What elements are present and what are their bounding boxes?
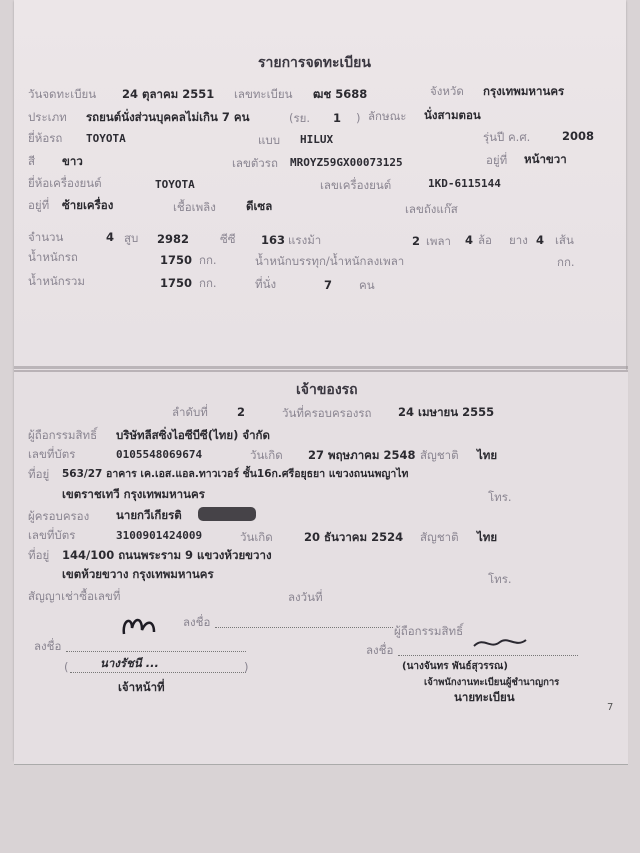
year-label: รุ่นปี ค.ศ. xyxy=(483,130,531,144)
brand-label: ยี่ห้อรถ xyxy=(28,131,63,145)
cyl-unit: สูบ xyxy=(124,231,139,245)
engine-loc: ซ้ายเครื่อง xyxy=(62,198,114,212)
owner-sign-caption: ผู้ถือกรรมสิทธิ์ xyxy=(394,624,464,638)
officer-paren-open: ( xyxy=(64,660,69,674)
brand: TOYOTA xyxy=(86,132,126,145)
owner-dob: 27 พฤษภาคม 2548 xyxy=(308,448,416,462)
color-label: สี xyxy=(28,154,36,168)
cc-unit: ซีซี xyxy=(220,232,236,246)
date-label: วันจดทะเบียน xyxy=(28,87,97,101)
possess-date: 24 เมษายน 2555 xyxy=(398,405,495,419)
weight-label: น้ำหนักรถ xyxy=(28,250,78,264)
vehicle-type: รถยนต์นั่งส่วนบุคคลไม่เกิน 7 คน xyxy=(86,110,250,124)
registrar-handwritten-signature xyxy=(470,632,530,654)
wheels: 4 xyxy=(465,233,474,247)
vin-loc: หน้าขวา xyxy=(524,152,567,166)
body-label: ลักษณะ xyxy=(368,109,407,123)
nat-label: สัญชาติ xyxy=(420,448,459,462)
vin-loc-label: อยู่ที่ xyxy=(486,153,508,167)
reg-no-label: เลขทะเบียน xyxy=(234,87,293,101)
holder-id-label: เลขที่บัตร xyxy=(28,528,76,542)
cc: 2982 xyxy=(157,232,190,246)
province: กรุงเทพมหานคร xyxy=(483,84,565,98)
registration-title: รายการจดทะเบียน xyxy=(258,55,371,71)
page-mark: 7 xyxy=(607,702,614,713)
holder-id: 3100901424009 xyxy=(116,529,203,542)
owner-id: 0105548069674 xyxy=(116,448,203,461)
reg-no: ฒช 5688 xyxy=(313,87,368,101)
holder-address-line1: 144/100 ถนนพระราม 9 แขวงห้วยขวาง xyxy=(62,548,272,562)
axle-unit: เพลา xyxy=(426,234,452,248)
owner-title: เจ้าของรถ xyxy=(296,382,358,398)
order-label: ลำดับที่ xyxy=(172,405,208,419)
sign-line xyxy=(215,627,393,628)
color: ขาว xyxy=(62,154,83,168)
id-label: เลขที่บัตร xyxy=(28,447,76,461)
owner-nationality: ไทย xyxy=(477,448,498,462)
holder-tel-label: โทร. xyxy=(488,572,512,586)
lease-date-label: ลงวันที่ xyxy=(288,590,323,604)
seats-unit: คน xyxy=(359,278,375,292)
tires-label: ยาง xyxy=(509,233,528,247)
registrar-sign-line xyxy=(398,655,578,656)
registrar-name: (นางจันทร พันธ์สุวรรณ) xyxy=(402,661,508,672)
rs-value: 1 xyxy=(333,111,342,125)
dob-label: วันเกิด xyxy=(250,448,283,462)
owner-address-line2: เขตราชเทวี กรุงเทพมหานคร xyxy=(62,487,205,501)
fuel: ดีเซล xyxy=(246,199,273,213)
engine-brand-label: ยี่ห้อเครื่องยนต์ xyxy=(28,176,102,190)
rs-label: (รย. xyxy=(289,111,311,125)
holder-name: นายกวีเกียรติ xyxy=(116,508,182,522)
load-label: น้ำหนักบรรทุก/น้ำหนักลงเพลา xyxy=(255,254,405,268)
engine-loc-label: อยู่ที่ xyxy=(28,198,50,212)
engine-no-label: เลขเครื่องยนต์ xyxy=(320,178,392,192)
gas-tank-label: เลขถังแก๊ส xyxy=(405,202,458,216)
possess-label: วันที่ครอบครองรถ xyxy=(282,406,372,420)
weight-unit: กก. xyxy=(199,253,217,267)
redaction-mark xyxy=(198,507,256,521)
owner-name: บริษัทลีสซิ่งไอซีบีซี(ไทย) จำกัด xyxy=(116,428,270,442)
vin: MROYZ59GX00073125 xyxy=(290,156,403,169)
fuel-label: เชื้อเพลิง xyxy=(173,200,216,214)
horsepower: 163 xyxy=(261,233,286,247)
registration-date: 24 ตุลาคม 2551 xyxy=(122,87,215,101)
officer-name: นางรัชนี ... xyxy=(100,656,159,670)
owner-address-line1: 563/27 อาคาร เค.เอส.แอล.ทาวเวอร์ ชั้น16ก.ศรีอยุธยา แขวงถนนพญาไท xyxy=(62,468,409,480)
gross-label: น้ำหนักรวม xyxy=(28,274,85,288)
tire-unit: เส้น xyxy=(555,233,574,247)
engine-brand: TOYOTA xyxy=(155,178,195,191)
officer-name-line xyxy=(70,672,246,673)
owner-label: ผู้ถือกรรมสิทธิ์ xyxy=(28,428,98,442)
axles: 2 xyxy=(412,234,421,248)
lease-label: สัญญาเช่าซื้อเลขที่ xyxy=(28,589,121,603)
holder-dob: 20 ธันวาคม 2524 xyxy=(304,530,404,544)
cylinders: 4 xyxy=(106,230,115,244)
holder-addr-label: ที่อยู่ xyxy=(28,548,50,562)
tel-label: โทร. xyxy=(488,490,512,504)
addr-label: ที่อยู่ xyxy=(28,467,50,481)
body-type: นั่งสามตอน xyxy=(424,108,481,122)
holder-address-line2: เขตห้วยขวาง กรุงเทพมหานคร xyxy=(62,567,214,581)
count-label: จำนวน xyxy=(28,230,64,244)
officer-sign-line xyxy=(66,651,246,652)
model: HILUX xyxy=(300,133,334,146)
vin-label: เลขตัวรถ xyxy=(232,156,278,170)
sign-label: ลงชื่อ xyxy=(183,615,211,629)
engine-no: 1KD-6115144 xyxy=(428,177,501,190)
wheel-unit: ล้อ xyxy=(478,233,492,247)
owner-handwritten-signature xyxy=(118,612,160,642)
load-unit: กก. xyxy=(557,255,575,269)
hp-unit: แรงม้า xyxy=(288,233,322,247)
rs-close: ) xyxy=(356,111,361,125)
registrar-title: เจ้าพนักงานทะเบียนผู้ชำนาญการ xyxy=(424,677,560,688)
tires: 4 xyxy=(536,233,545,247)
order: 2 xyxy=(237,405,246,419)
gross-weight: 1750 xyxy=(160,276,193,290)
holder-label: ผู้ครอบครอง xyxy=(28,509,90,523)
fold-line xyxy=(14,366,628,369)
weight: 1750 xyxy=(160,253,193,267)
officer-sign-label: ลงชื่อ xyxy=(34,639,62,653)
holder-nationality: ไทย xyxy=(477,530,498,544)
registrar-sign-label: ลงชื่อ xyxy=(366,643,394,657)
type-label: ประเภท xyxy=(28,110,67,124)
province-label: จังหวัด xyxy=(430,84,464,98)
holder-nat-label: สัญชาติ xyxy=(420,530,459,544)
officer-paren-close: ) xyxy=(244,660,249,674)
seats-label: ที่นั่ง xyxy=(255,277,277,291)
holder-dob-label: วันเกิด xyxy=(240,530,273,544)
seats: 7 xyxy=(324,278,333,292)
gross-unit: กก. xyxy=(199,276,217,290)
model-label: แบบ xyxy=(258,133,281,147)
officer-caption: เจ้าหน้าที่ xyxy=(118,680,165,694)
year: 2008 xyxy=(562,129,595,143)
registrar-caption: นายทะเบียน xyxy=(454,690,515,704)
